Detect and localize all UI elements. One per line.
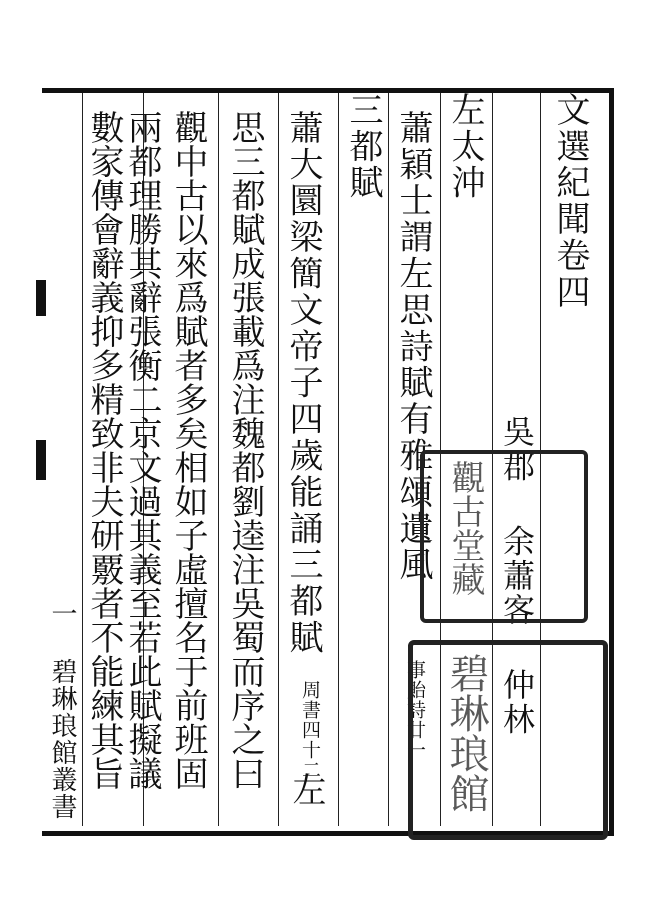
entry-text: 觀中古以來爲賦者多矣相如子虛擅名于前班固 [168, 110, 208, 790]
column-divider [218, 93, 219, 826]
entry-text: 蕭穎士謂左思詩賦有雅頌遺風 [393, 110, 433, 584]
section-heading: 左太沖 [445, 92, 485, 202]
fishtail-mark [36, 440, 46, 480]
entry-text: 數家傳會辭義抑多精致非夫研覈者不能練其旨 [84, 110, 124, 790]
author-line: 吳郡 余蕭客 仲林 [498, 415, 536, 737]
book-title: 文選紀聞卷四 [550, 92, 590, 311]
carry-char: 左 [286, 772, 326, 809]
column-divider [388, 93, 389, 826]
entry-note: 事貽詩廿一 [404, 660, 426, 760]
column-divider [338, 93, 339, 826]
fishtail-mark [36, 280, 46, 316]
entry-heading: 三都賦 [343, 92, 383, 202]
column-divider [278, 93, 279, 826]
lower-seal: 碧琳琅館 [408, 640, 608, 840]
entry-text: 兩都理勝其辭張衡二京文過其義至若此賦擬議 [122, 110, 162, 790]
entry-text: 思三都賦成張載爲注魏都劉逵注吳蜀而序之曰 [225, 110, 265, 790]
margin-imprint: 一 碧琳琅館叢書 [47, 600, 77, 820]
entry-note: 周書四十二 [299, 680, 321, 780]
upper-seal: 觀古堂藏 [420, 450, 588, 623]
entry-text: 蕭大圜梁簡文帝子四歲能誦三都賦 [283, 110, 323, 656]
column-divider [82, 93, 83, 826]
